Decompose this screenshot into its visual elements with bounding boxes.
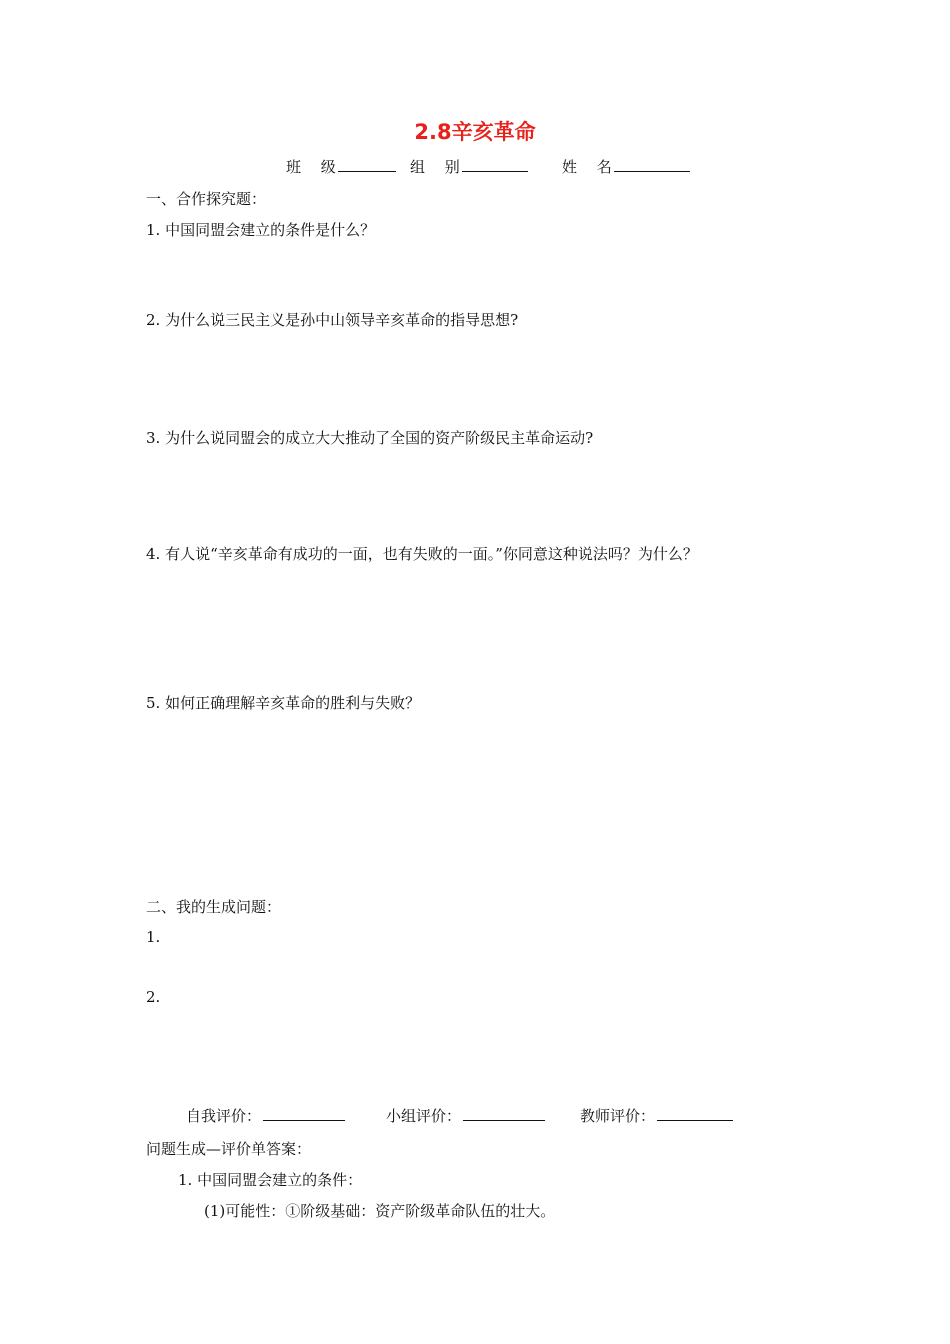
section1-heading: 一、合作探究题： [146, 190, 267, 208]
group-label: 组 别 [410, 158, 460, 176]
question-4: 4. 有人说“辛亥革命有成功的一面，也有失败的一面。”你同意这种说法吗？为什么？ [146, 545, 698, 563]
page-title: 2.8辛亥革命 [414, 120, 536, 144]
self-eval [186, 1105, 345, 1126]
name-label: 姓 名 [562, 158, 612, 176]
generated-item-1: 1. [146, 928, 161, 946]
class-field [286, 156, 396, 177]
teacher-eval-label: 教师评价： [580, 1107, 656, 1125]
teacher-eval-blank[interactable] [657, 1105, 733, 1121]
question-5: 5. 如何正确理解辛亥革命的胜利与失败？ [146, 694, 421, 712]
group-eval-label: 小组评价： [386, 1107, 462, 1125]
section2-heading: 二、我的生成问题： [146, 898, 282, 916]
class-label: 班 级 [286, 158, 336, 176]
group-eval-blank[interactable] [463, 1105, 545, 1121]
teacher-eval [580, 1105, 733, 1126]
answer-item-1: 1. 中国同盟会建立的条件： [178, 1171, 363, 1189]
group-eval [386, 1105, 545, 1126]
generated-item-2: 2. [146, 988, 161, 1006]
question-1: 1. 中国同盟会建立的条件是什么？ [146, 221, 376, 239]
question-3: 3. 为什么说同盟会的成立大大推动了全国的资产阶级民主革命运动? [146, 429, 594, 447]
name-blank[interactable] [614, 156, 690, 172]
self-eval-blank[interactable] [263, 1105, 345, 1121]
group-blank[interactable] [462, 156, 528, 172]
self-eval-label: 自我评价： [186, 1107, 262, 1125]
name-field [562, 156, 690, 177]
group-field [410, 156, 528, 177]
answers-heading: 问题生成—评价单答案： [146, 1140, 312, 1158]
class-blank[interactable] [338, 156, 396, 172]
question-2: 2. 为什么说三民主义是孙中山领导辛亥革命的指导思想? [146, 311, 519, 329]
answer-item-1-sub: (1)可能性：①阶级基础：资产阶级革命队伍的壮大。 [204, 1202, 556, 1220]
